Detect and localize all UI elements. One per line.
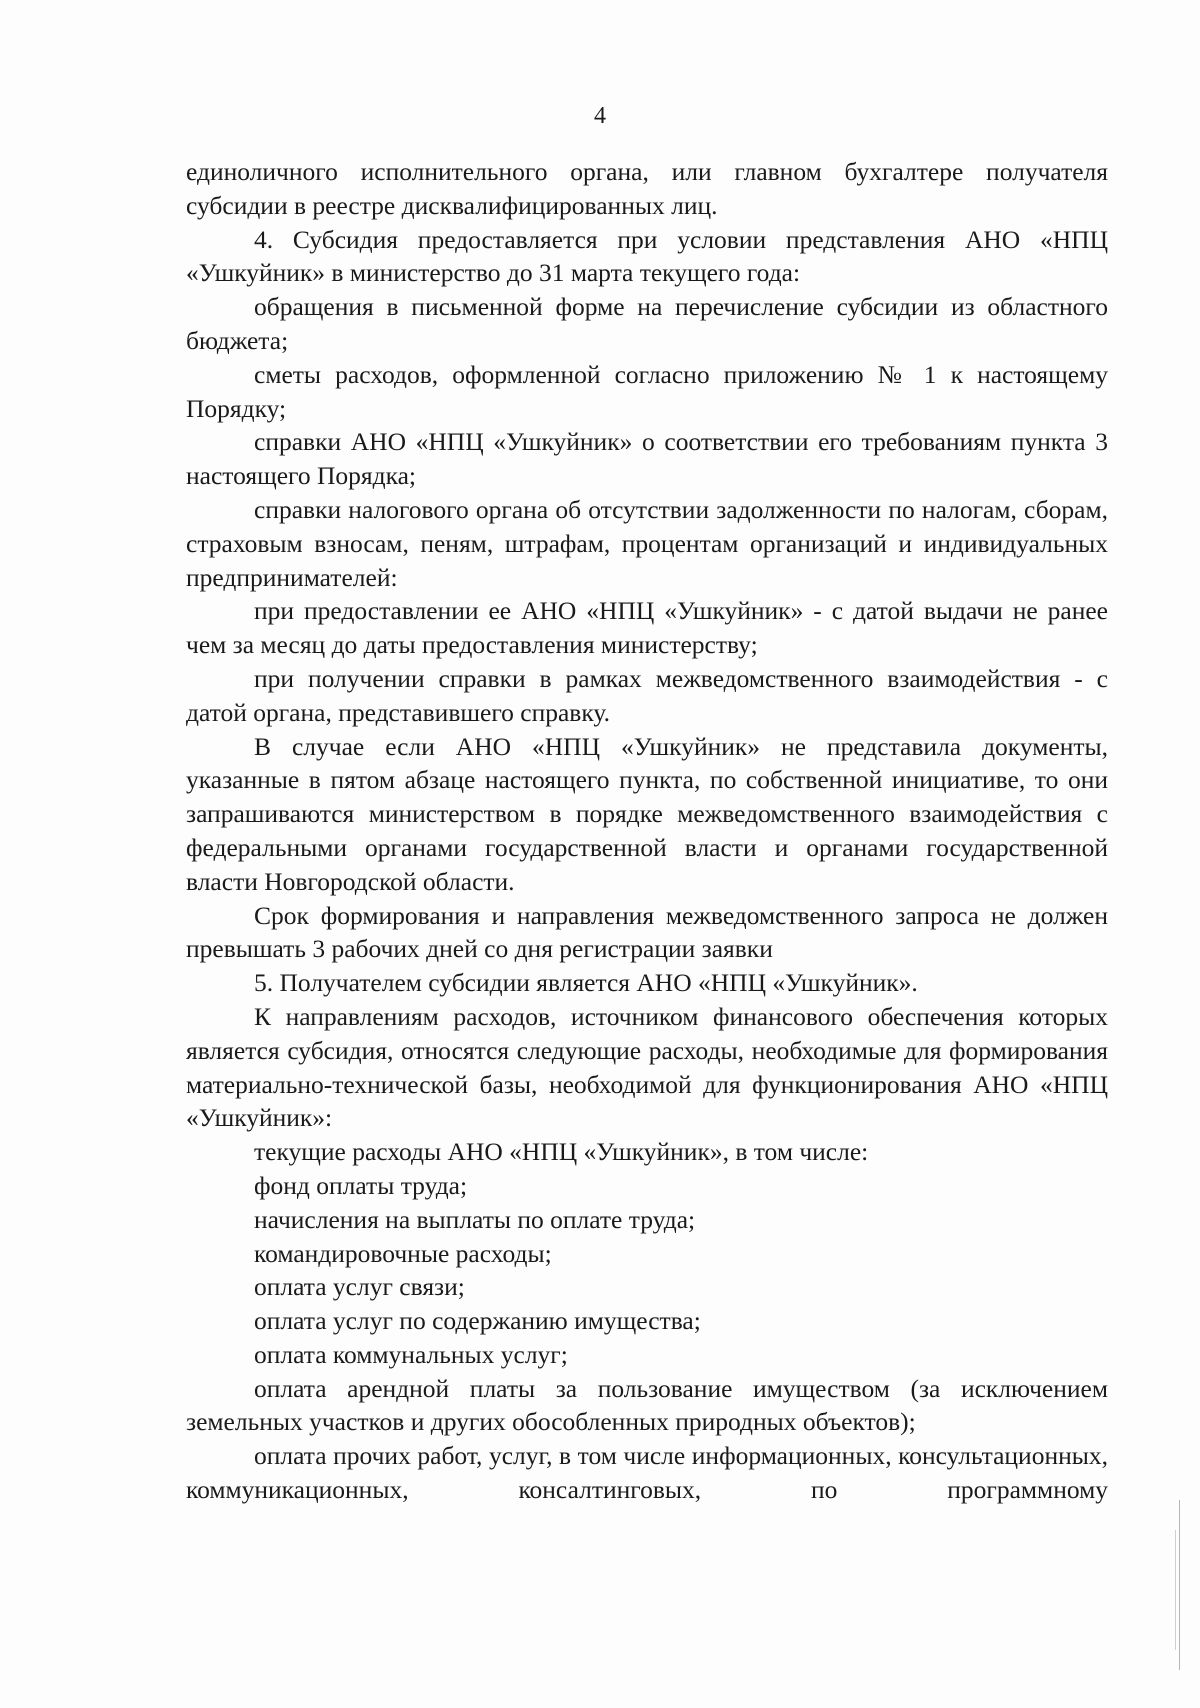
paragraph-appeal: обращения в письменной форме на перечисление субсидии из областного бюджета; [186,292,1108,355]
paragraph-current-expenses: текущие расходы АНО «НПЦ «Ушкуйник», в том числе: [254,1137,869,1167]
paragraph-request-case: В случае если АНО «НПЦ «Ушкуйник» не представила документы, указанные в пятом абзаце настоящего пункта, по собственной инициативе, то они запрашиваются министерством в порядке межведомственного взаимодействия с федеральными органами государственной власти и органами государственной власти Новгородской области. [186,731,1108,896]
scan-edge-line [1179,1500,1180,1670]
document-body [186,155,1108,1507]
paragraph-estimate: сметы расходов, оформленной согласно приложению № 1 к настоящему Порядку; [186,359,1108,423]
paragraph-interagency: при получении справки в рамках межведомственного взаимодействия - с датой органа, представившего справку. [186,663,1108,727]
paragraph-continuation: единоличного исполнительного органа, или главном бухгалтере получателя субсидии в реестре дисквалифицированных лиц. [186,157,1108,220]
paragraph-provision: при предоставлении ее АНО «НПЦ «Ушкуйник» - с датой выдачи не ранее чем за месяц до даты предоставления министерству; [186,596,1108,660]
list-item: оплата арендной платы за пользование имуществом (за исключением земельных участков и других обособленных природных объектов); [186,1373,1108,1437]
scan-edge-line [1175,1530,1176,1650]
paragraph-certificate: справки АНО «НПЦ «Ушкуйник» о соответствии его требованиям пункта 3 настоящего Порядка; [186,427,1108,491]
list-item: начисления на выплаты по оплате труда; [254,1204,696,1234]
paragraph-tax-certificate: справки налогового органа об отсутствии задолженности по налогам, сборам, страховым взносам, пеням, штрафам, процентам организаций и индивидуальных предпринимателей: [186,494,1108,592]
list-item: оплата услуг по содержанию имущества; [254,1306,701,1336]
list-item: командировочные расходы; [254,1238,552,1268]
paragraph-deadline: Срок формирования и направления межведомственного запроса не должен превышать 3 рабочих дней со дня регистрации заявки [186,900,1108,964]
list-item: оплата услуг связи; [254,1272,465,1302]
list-item: оплата коммунальных услуг; [254,1339,568,1369]
paragraph-expense-directions: К направлениям расходов, источником финансового обеспечения которых является субсидия, относятся следующие расходы, необходимые для формирования материально-технической базы, необходимой для функционирования АНО «НПЦ «Ушкуйник»: [186,1001,1108,1133]
list-item: фонд оплаты труда; [254,1170,468,1200]
page-number: 4 [594,103,606,129]
paragraph-item-5: 5. Получателем субсидии является АНО «НПЦ «Ушкуйник». [254,968,918,998]
list-item: оплата прочих работ, услуг, в том числе информационных, консультационных, коммуникационных, консалтинговых, по программному [186,1441,1108,1505]
paragraph-item-4: 4. Субсидия предоставляется при условии представления АНО «НПЦ «Ушкуйник» в министерство до 31 марта текущего года: [186,224,1108,288]
